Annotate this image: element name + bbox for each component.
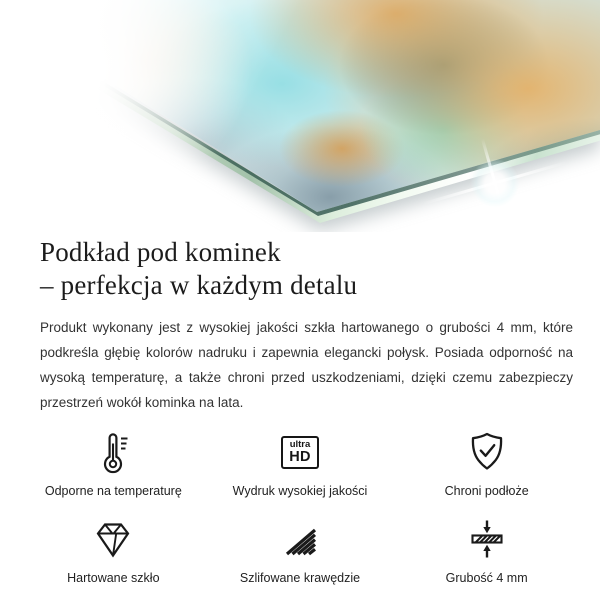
polished-edges-icon [278, 516, 322, 562]
page-title-line2: – perfekcja w każdym detalu [40, 270, 358, 300]
feature-protects-floor [393, 429, 580, 499]
shield-check-icon [465, 429, 509, 475]
feature-label: Grubość 4 mm [445, 571, 528, 585]
thickness-icon [465, 516, 509, 562]
product-description-section [0, 236, 600, 586]
glass-panel [0, 0, 600, 232]
page-title-line1: Podkład pod kominek [40, 237, 281, 267]
thermometer-icon [91, 429, 135, 475]
feature-polished-edges [207, 516, 394, 586]
feature-thickness [393, 516, 580, 586]
diamond-icon [91, 516, 135, 562]
feature-label: Wydruk wysokiej jakości [232, 484, 368, 498]
feature-tempered-glass [20, 516, 207, 586]
product-photo [0, 0, 600, 232]
feature-temperature-resistant [20, 429, 207, 499]
feature-label: Chroni podłoże [444, 484, 529, 498]
feature-label: Hartowane szkło [67, 571, 160, 585]
product-description-text: Produkt wykonany jest z wysokiej jakości szkła hartowanego o grubości 4 mm, które podkreśla głębię kolorów nadruku i zapewnia elegancki połysk. Posiada odporność na wysoką temperaturę, a także chroni przed uszkodzeniami, dzięki czemu zabezpieczy przestrzeń wokół kominka na lata. [40, 320, 573, 410]
feature-print-quality [207, 429, 394, 499]
glass-panel-artwork [0, 0, 600, 232]
features-grid [20, 429, 580, 586]
ultra-hd-icon: ultra HD [281, 429, 319, 475]
feature-label: Szlifowane krawędzie [239, 571, 361, 585]
page-title [40, 236, 560, 302]
feature-label: Odporne na temperaturę [44, 484, 182, 498]
